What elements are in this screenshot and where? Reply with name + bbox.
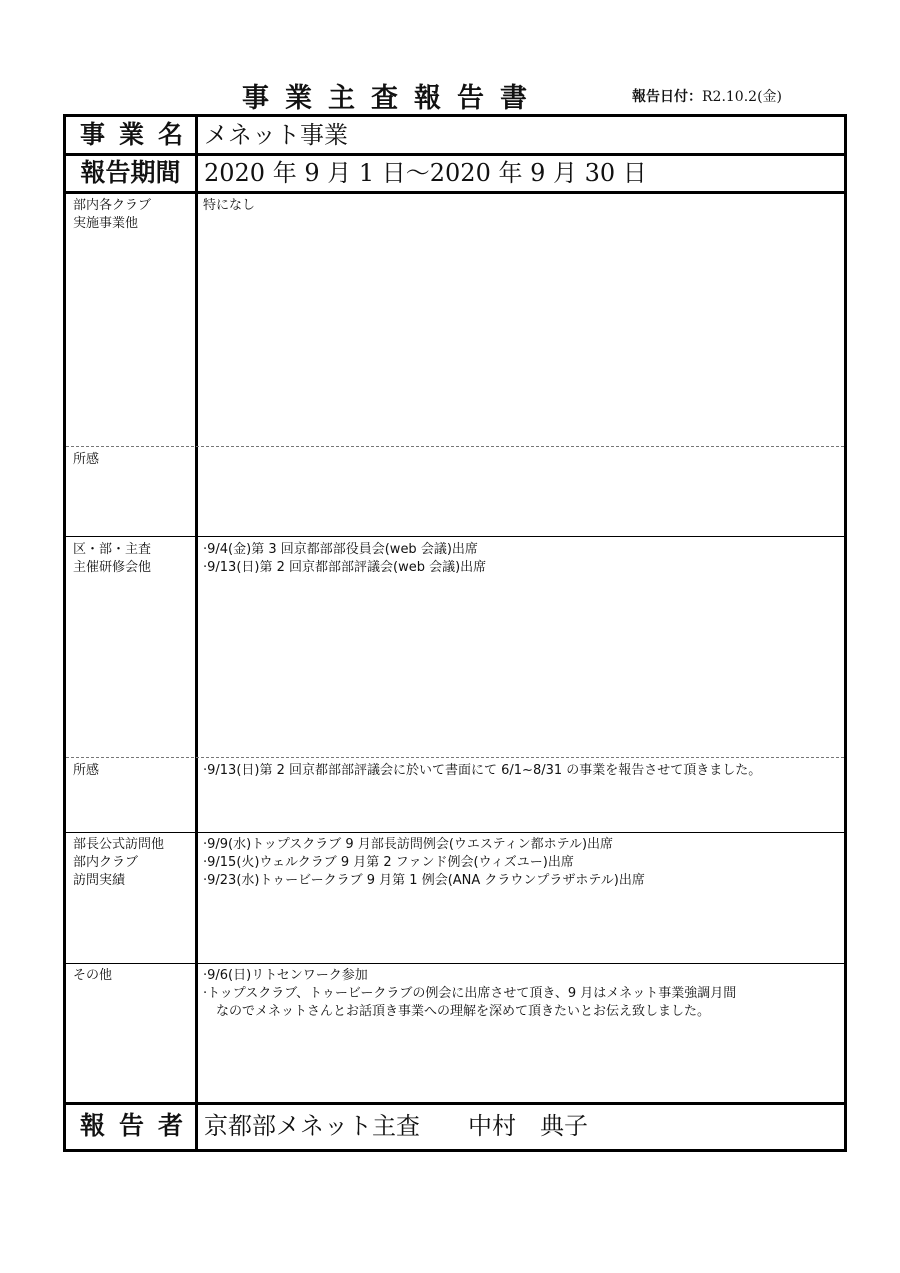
other-content (203, 967, 839, 1021)
impressions-label: 所感 (73, 452, 100, 467)
reporter-label: 報告者 (80, 1111, 198, 1140)
row-divider (63, 191, 847, 194)
column-divider (195, 114, 198, 1152)
row-divider (63, 1102, 847, 1105)
project-name-label: 事業名 (80, 120, 198, 149)
visits-label: 部長公式訪問他 部内クラブ 訪問実績 (73, 837, 165, 888)
visits-line: ·9/15(火)ウェルクラブ 9 月第 2 ファンド例会(ウィズユー)出席 (203, 855, 574, 870)
visits-line: ·9/9(水)トップスクラブ 9 月部長訪問例会(ウエスティン都ホテル)出席 (203, 837, 614, 852)
row-divider (63, 536, 847, 537)
project-name-value: メネット事業 (204, 121, 348, 149)
other-line: ·9/6(日)リトセンワーク参加 (203, 968, 368, 983)
training-content (203, 541, 839, 577)
impressions-content (203, 762, 839, 780)
reporter-value: 京都部メネット主査 中村 典子 (204, 1112, 588, 1140)
report-date (632, 86, 782, 106)
club-activities-content (203, 197, 839, 215)
report-period-label: 報告期間 (80, 158, 181, 187)
report-date-value: R2.10.2(金) (702, 89, 782, 105)
club-activities-label: 部内各クラブ 実施事業他 (73, 198, 152, 231)
visits-line: ·9/23(水)トゥービークラブ 9 月第 1 例会(ANA クラウンプラザホテル)出席 (203, 873, 645, 888)
impressions-label: 所感 (73, 763, 100, 778)
visits-content (203, 836, 839, 890)
report-date-label: 報告日付： (632, 89, 702, 105)
training-line: ·9/13(日)第 2 回京都部部評議会(web 会議)出席 (203, 560, 487, 575)
club-activities-line: 特になし (203, 198, 256, 213)
document-title: 事業主査報告書 (242, 83, 543, 114)
training-label: 区・部・主査 主催研修会他 (73, 542, 152, 575)
report-period-value: 2020 年 9 月 1 日〜2020 年 9 月 30 日 (204, 159, 647, 187)
other-line: ·トップスクラブ、トゥービークラブの例会に出席させて頂き、9 月はメネット事業強調月間 (203, 986, 737, 1001)
dashed-divider (66, 446, 844, 447)
other-line: なのでメネットさんとお話頂き事業への理解を深めて頂きたいとお伝え致しました。 (203, 1004, 711, 1019)
other-label: その他 (73, 968, 113, 983)
training-line: ·9/4(金)第 3 回京都部部役員会(web 会議)出席 (203, 542, 478, 557)
dashed-divider (66, 757, 844, 758)
row-divider (63, 832, 847, 833)
row-divider (63, 963, 847, 964)
impressions-line: ·9/13(日)第 2 回京都部部評議会に於いて書面にて 6/1~8/31 の事業を報告させて頂きました。 (203, 763, 762, 778)
